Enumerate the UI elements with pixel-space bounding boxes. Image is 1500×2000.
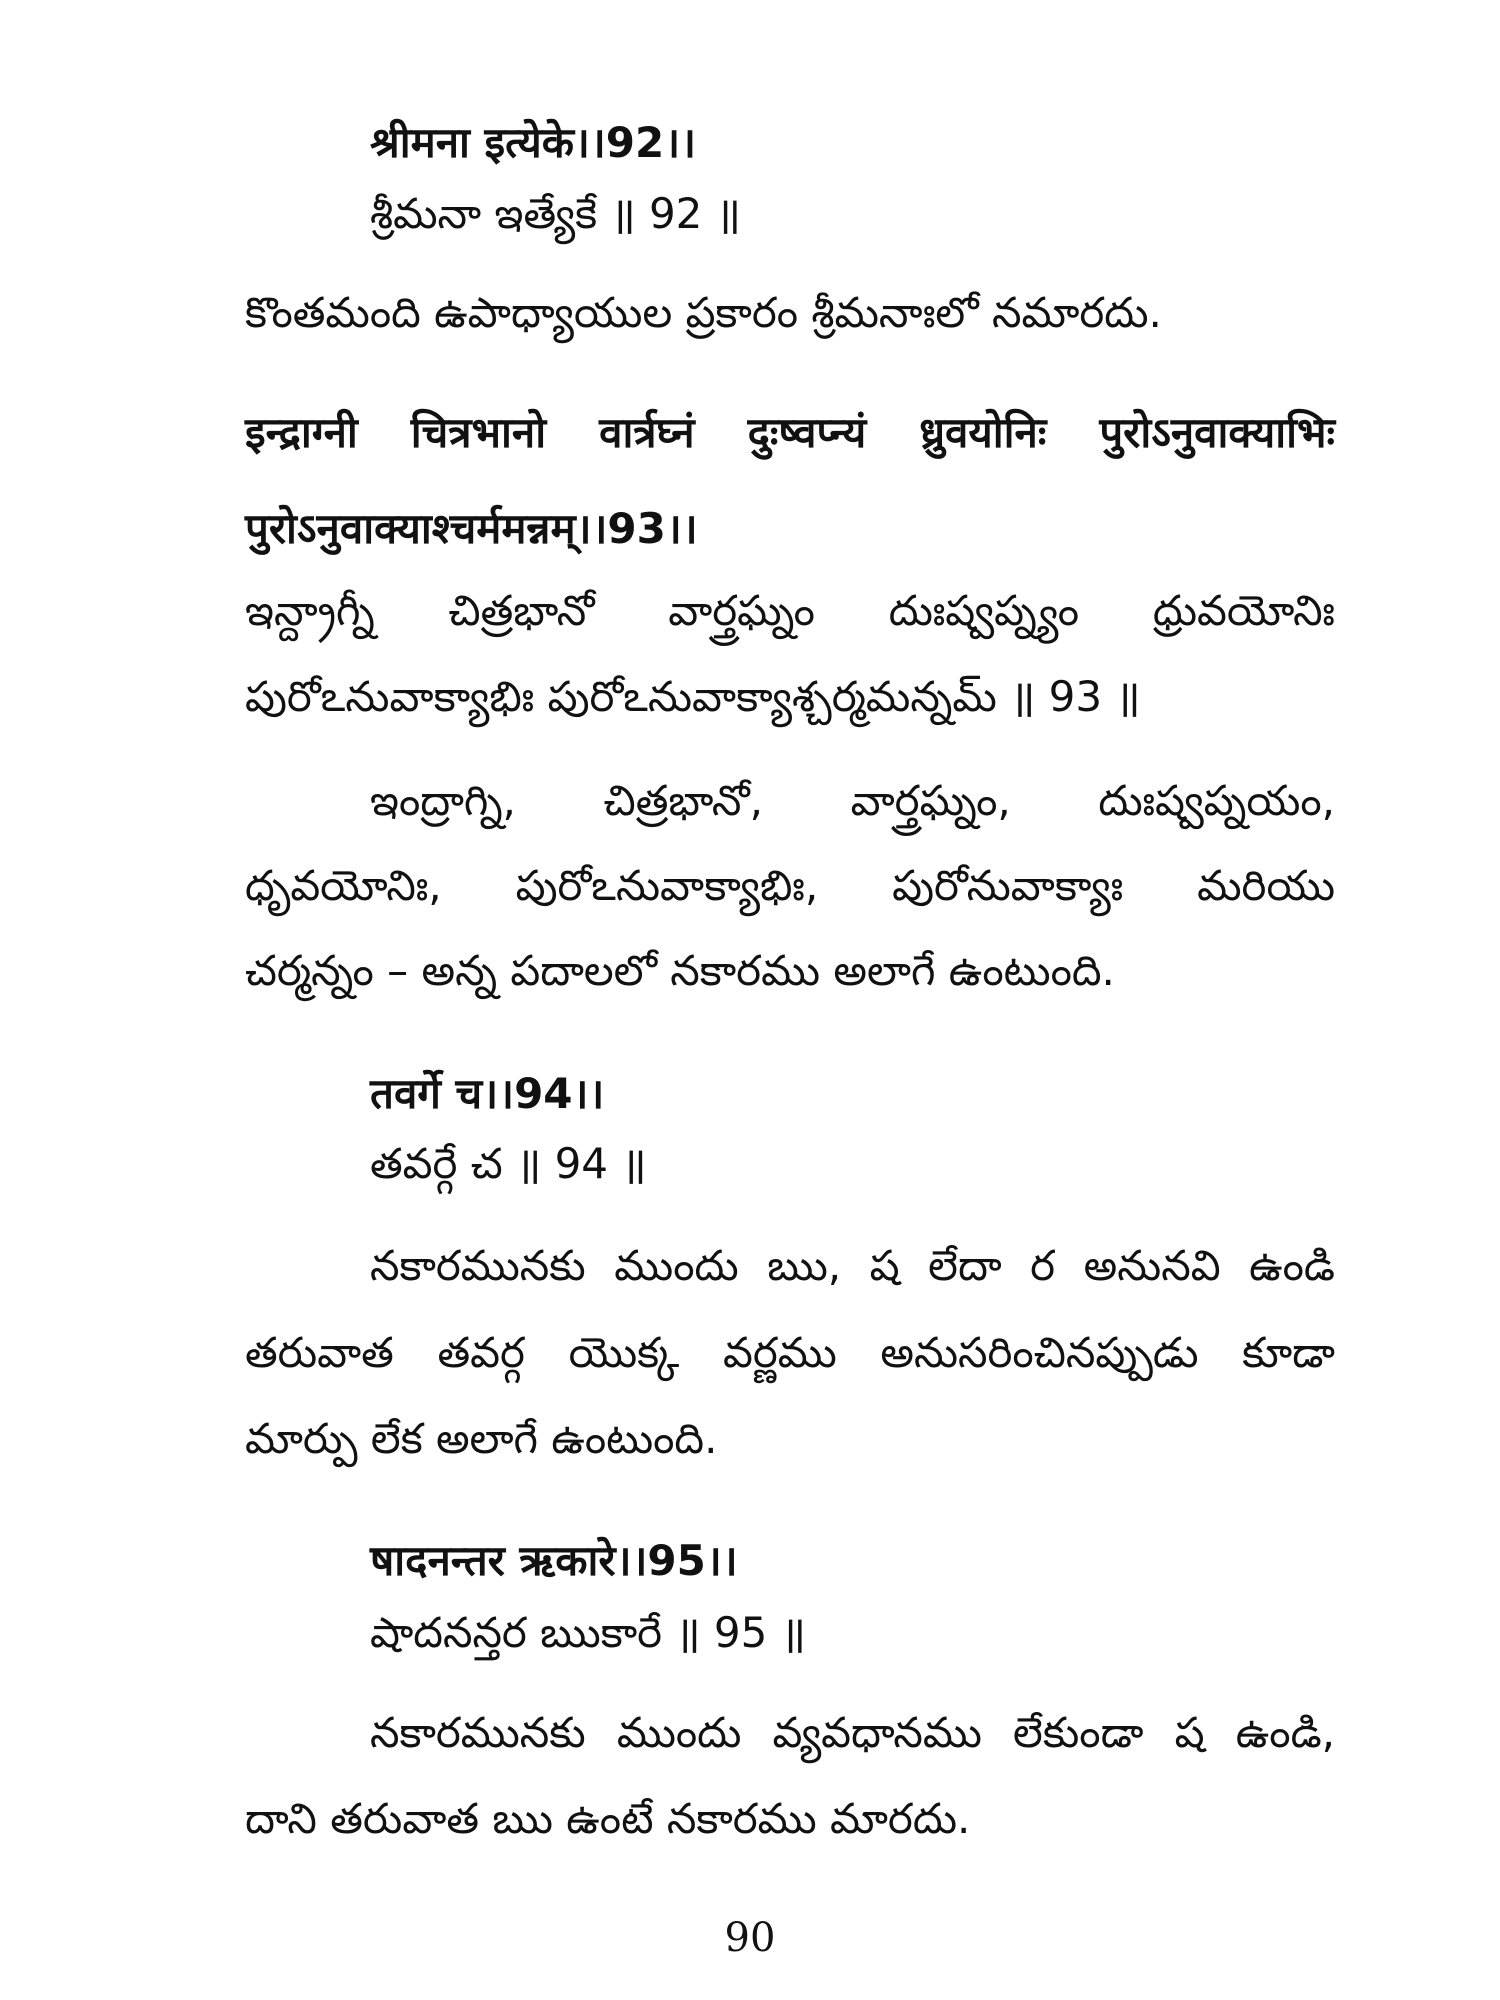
sutra-94-commentary-line2: తరువాత తవర్గ యొక్క వర్ణము అనుసరించినప్పుడు కూడా: [245, 1328, 1335, 1377]
sutra-95-commentary-line2: దాని తరువాత ఋ ఉంటే నకారము మారదు.: [245, 1794, 971, 1843]
sutra-93-commentary-line3: చర్మన్నం – అన్న పదాలలో నకారము అలాగే ఉంటుంది.: [245, 946, 1115, 995]
sutra-93-commentary-line1: ఇంద్రాగ్ని, చిత్రభానో, వార్త్రఘ్నం, దుఃష్వప్నయం,: [370, 776, 1335, 825]
sutra-94-commentary-line1: నకారమునకు ముందు ఋ, ష లేదా ర అనునవి ఉండి: [370, 1241, 1335, 1290]
sutra-95-sanskrit: षादनन्तर ऋकारे।।95।।: [370, 1536, 738, 1585]
sutra-95-commentary-line1: నకారమునకు ముందు వ్యవధానము లేకుండా ష ఉండి,: [370, 1708, 1335, 1757]
sutra-92-telugu: శ్రీమనా ఇత్యేకే ॥ 92 ॥: [370, 189, 741, 238]
sutra-92-sanskrit: श्रीमना इत्येके।।92।।: [370, 118, 697, 167]
sutra-94-telugu: తవర్గే చ ॥ 94 ॥: [370, 1139, 647, 1188]
sutra-93-sanskrit-line1: इन्द्राग्नी चित्रभानो वार्त्रघ्नं दुःष्वप्न्यं ध्रुवयोनिः पुरोऽनुवाक्याभिः: [245, 408, 1335, 457]
sutra-95-telugu: షాదనన్తర ఋకారే ॥ 95 ॥: [370, 1608, 806, 1657]
sutra-92-commentary: కొంతమంది ఉపాధ్యాయుల ప్రకారం శ్రీమనాఃలో నమారదు.: [245, 288, 1162, 337]
sutra-93-telugu-line1: ఇన్ద్రాగ్నీ చిత్రభానో వార్త్రఘ్నం దుఃష్వప్న్యం ధ్రువయోనిః: [245, 586, 1335, 635]
sutra-94-commentary-line3: మార్పు లేక అలాగే ఉంటుంది.: [245, 1414, 718, 1463]
sutra-93-sanskrit-line2: पुरोऽनुवाक्याश्चर्ममन्नम्।।93।।: [245, 504, 698, 553]
sutra-93-telugu-line2: పురోఽనువాక్యాభిః పురోఽనువాక్యాశ్చర్మమన్నమ్ ॥ 93 ॥: [245, 672, 1141, 721]
sutra-93-commentary-line2: ధృవయోనిః, పురోఽనువాక్యాభిః, పురోనువాక్యాః మరియు: [245, 861, 1335, 910]
sutra-94-sanskrit: तवर्गे च।।94।।: [370, 1069, 605, 1118]
page-number: 90: [724, 1915, 776, 1961]
